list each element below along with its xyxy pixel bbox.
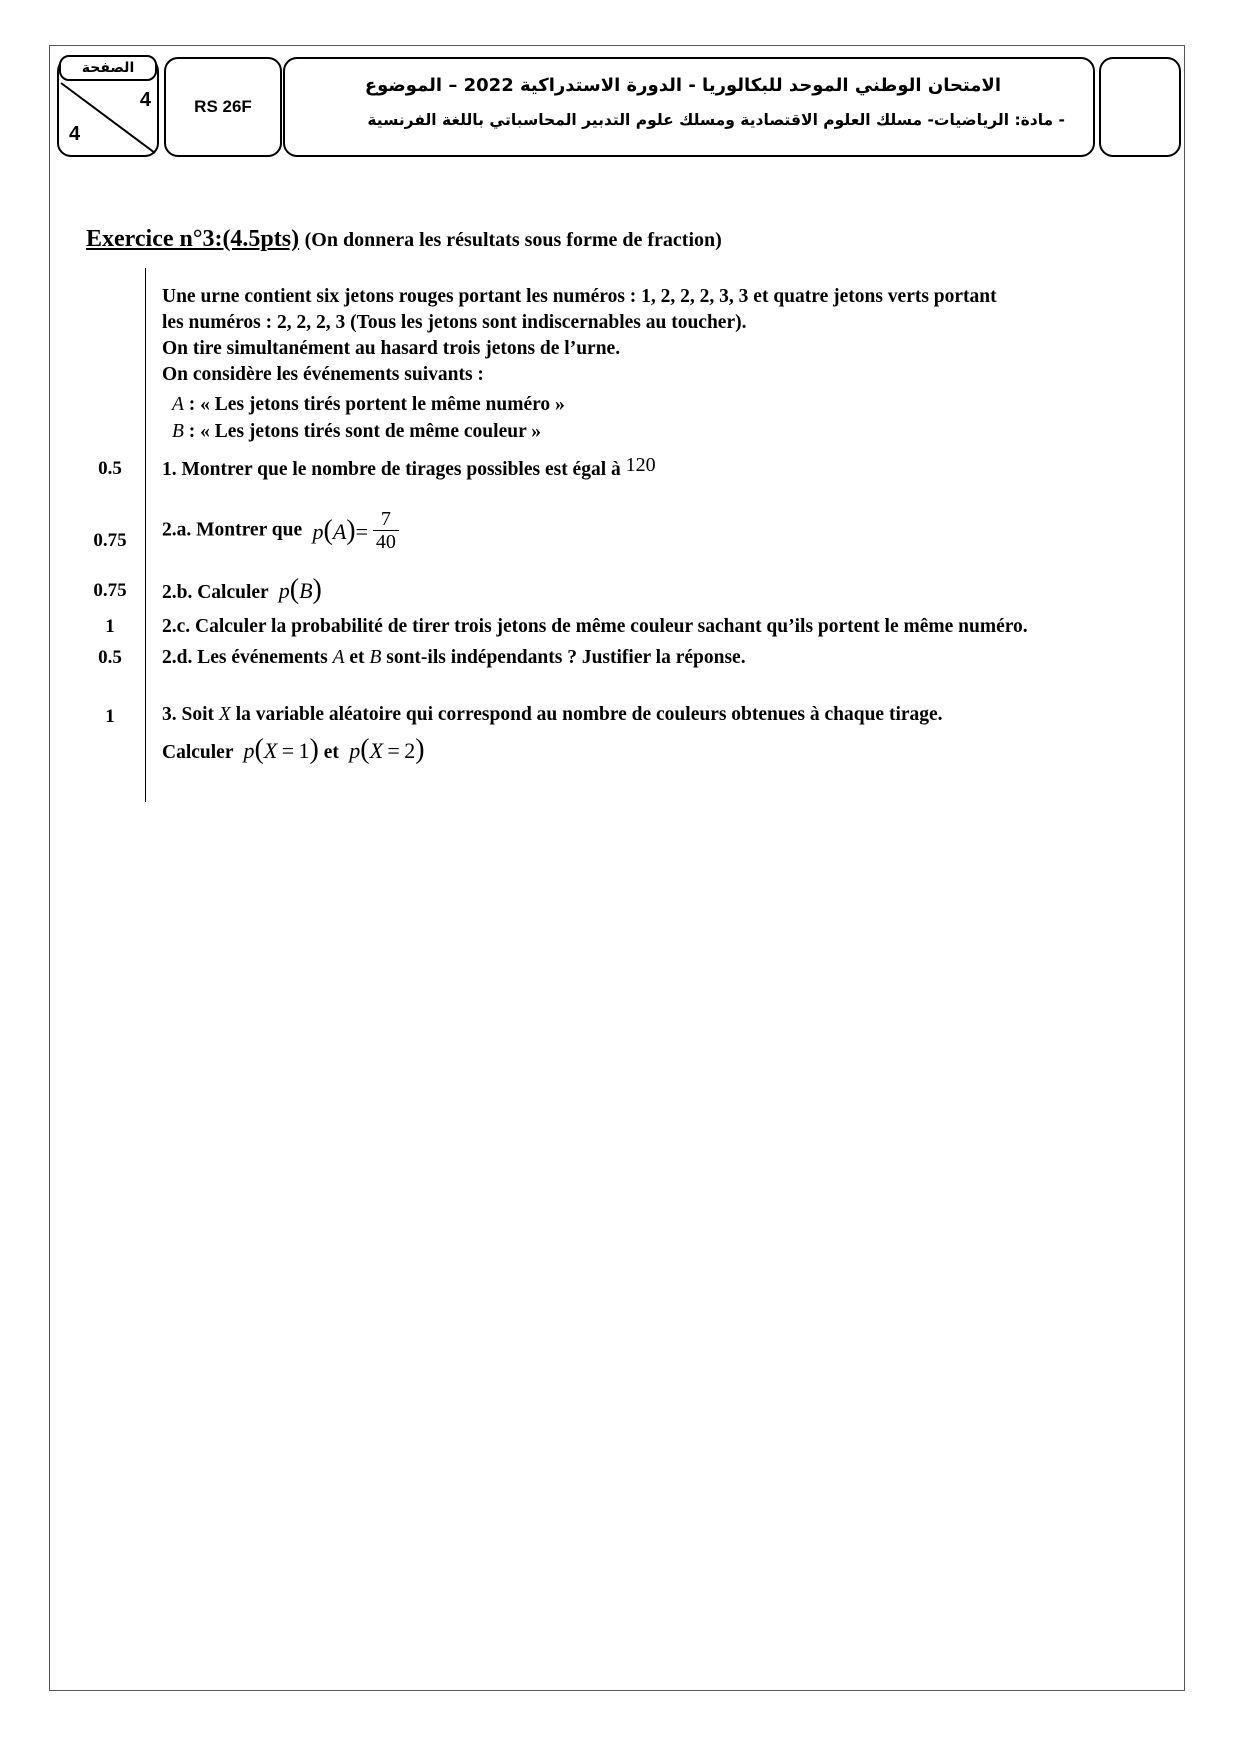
question-2b-formula: p(B) [273,574,322,605]
event-a [172,394,565,416]
exercise-title: Exercice n°3:(4.5pts) [86,226,300,252]
points-q1: 0.5 [98,458,122,479]
fraction-7-40 [373,508,399,553]
event-b-ref: B [369,647,382,668]
question-3-calc [162,734,425,766]
event-a-ref: A [332,647,345,668]
question-2c: 2.c. Calculer la probabilité de tirer trois jetons de même couleur sachant qu’ils portent le même numéro. [162,616,1028,637]
event-a-text: : « Les jetons tirés portent le même numéro » [188,394,565,415]
question-3-suffix: la variable aléatoire qui correspond au nombre de couleurs obtenues à chaque tirage. [235,704,943,725]
page-current: 4 [139,89,151,111]
question-2a-text: 2.a. Montrer que [162,519,303,541]
exercise-note: (On donnera les résultats sous forme de fraction) [304,229,722,251]
exam-title-line1: الامتحان الوطني الموحد للبكالوريا - الدورة الاستدراكية 2022 – الموضوع [364,75,1001,96]
exam-title-line2: - مادة: الرياضيات- مسلك العلوم الاقتصادية ومسلك علوم التدبير المحاسباتي باللغة الفرنسية [367,111,1065,129]
points-q2d: 0.5 [98,647,122,668]
event-a-symbol: A [172,394,184,415]
event-b-symbol: B [172,421,184,442]
question-3-var: X [218,704,231,725]
exam-code-box [164,57,282,157]
question-1-text: 1. Montrer que le nombre de tirages possibles est égal à [162,459,621,480]
blank-box [1099,57,1181,157]
question-3-and: et [323,742,339,763]
intro-line: On tire simultanément au hasard trois jetons de l’urne. [162,338,621,359]
exam-title-box [283,57,1095,157]
question-2a-formula: p(A)= [306,514,369,546]
points-q2c: 1 [105,616,115,637]
question-2d-and: et [349,647,365,668]
page-total: 4 [69,123,81,145]
question-3-calc-text: Calculer [162,742,234,763]
page-label: الصفحة [59,55,157,81]
question-2b [162,574,322,606]
points-column-divider [145,268,146,802]
page-number-box [57,57,159,157]
formula-p-x-2: p(X = 2) [343,734,425,765]
question-2b-text: 2.b. Calculer [162,582,269,603]
points-q2a: 0.75 [93,530,127,551]
question-2d [162,647,746,669]
points-q3: 1 [105,706,115,727]
question-3 [162,704,943,726]
question-2d-prefix: 2.d. Les événements [162,647,328,668]
fraction-numerator: 7 [380,508,391,530]
intro-line: Une urne contient six jetons rouges portant les numéros : 1, 2, 2, 2, 3, 3 et quatre jetons verts portant [162,286,997,307]
exercise-heading [86,226,722,253]
points-q2b: 0.75 [93,580,127,601]
fraction-denominator: 40 [373,530,399,553]
event-b-text: : « Les jetons tirés sont de même couleur » [188,421,541,442]
intro-line: les numéros : 2, 2, 2, 3 (Tous les jetons sont indiscernables au toucher). [162,312,747,333]
question-2a [162,508,399,553]
question-1-value: 120 [625,454,656,476]
intro-line: On considère les événements suivants : [162,364,484,385]
question-3-prefix: 3. Soit [162,704,215,725]
question-1 [162,454,656,481]
formula-p-x-1: p(X = 1) [238,734,319,765]
event-b [172,421,541,443]
exam-code: RS 26F [194,97,252,116]
question-2d-suffix: sont-ils indépendants ? Justifier la réponse. [386,647,746,668]
